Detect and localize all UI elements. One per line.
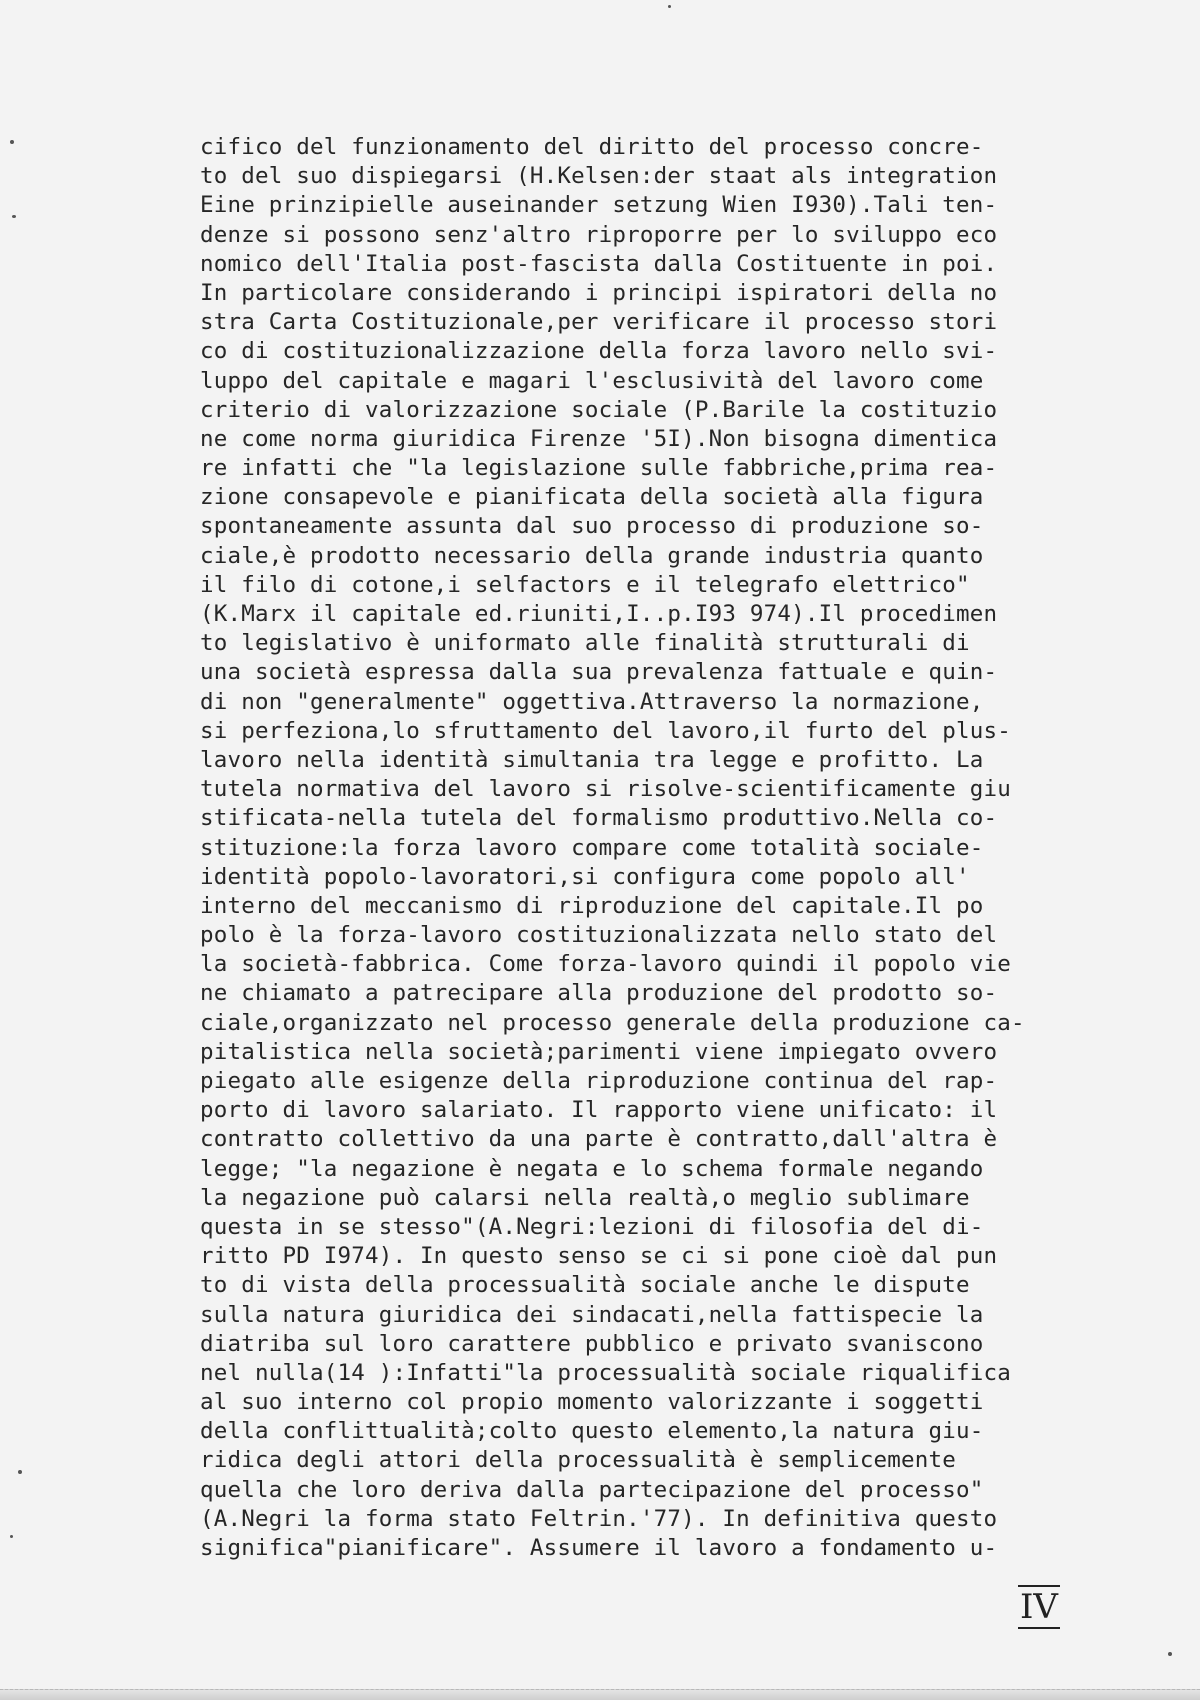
scan-speck: [18, 1470, 22, 1474]
text-line: In particolare considerando i principi ispiratori della no: [200, 279, 998, 306]
text-line: al suo interno col propio momento valorizzante i soggetti: [200, 1389, 984, 1416]
text-line: criterio di valorizzazione sociale (P.Barile la costituzio: [200, 396, 998, 423]
text-line: la società-fabbrica. Come forza-lavoro quindi il popolo vie: [200, 951, 1012, 978]
text-line: ritto PD I974). In questo senso se ci si pone cioè dal pun: [200, 1243, 998, 1270]
text-line: identità popolo-lavoratori,si configura come popolo all': [200, 863, 970, 890]
scan-speck: [10, 1535, 13, 1538]
text-line: polo è la forza-lavoro costituzionalizzata nello stato del: [200, 922, 998, 949]
text-line: tutela normativa del lavoro si risolve-scientificamente giu: [200, 776, 1012, 803]
text-line: quella che loro deriva dalla partecipazione del processo": [200, 1476, 984, 1503]
text-line: della conflittualità;colto questo elemento,la natura giu-: [200, 1418, 984, 1445]
text-line: to di vista della processualità sociale anche le dispute: [200, 1272, 970, 1299]
scan-speck: [1168, 1652, 1172, 1656]
text-line: piegato alle esigenze della riproduzione continua del rap-: [200, 1068, 998, 1094]
text-line: nel nulla(14 ):Infatti"la processualità sociale riqualifica: [200, 1359, 1012, 1386]
text-line: diatriba sul loro carattere pubblico e privato svaniscono: [200, 1330, 984, 1357]
text-line: il filo di cotone,i selfactors e il telegrafo elettrico": [200, 571, 970, 598]
text-line: to del suo dispiegarsi (H.Kelsen:der staat als integration: [200, 163, 998, 190]
text-line: zione consapevole e pianificata della società alla figura: [200, 484, 984, 511]
text-line: ne come norma giuridica Firenze '5I).Non bisogna dimentica: [200, 425, 998, 452]
text-line: to legislativo è uniformato alle finalità strutturali di: [200, 630, 970, 657]
text-line: ciale,organizzato nel processo generale della produzione ca-: [200, 1009, 1025, 1036]
text-line: si perfeziona,lo sfruttamento del lavoro,il furto del plus-: [200, 717, 1012, 744]
text-line: interno del meccanismo di riproduzione del capitale.Il po: [200, 892, 984, 919]
text-line: contratto collettivo da una parte è contratto,dall'altra è: [200, 1126, 998, 1153]
text-line: spontaneamente assunta dal suo processo di produzione so-: [200, 513, 984, 540]
text-line: sulla natura giuridica dei sindacati,nella fattispecie la: [200, 1301, 984, 1328]
text-line: ciale,è prodotto necessario della grande industria quanto: [200, 542, 984, 569]
text-line: cifico del funzionamento del diritto del processo concre-: [200, 134, 984, 160]
text-line: stra Carta Costituzionale,per verificare il processo stori: [200, 309, 998, 336]
text-line: di non "generalmente" oggettiva.Attraverso la normazione,: [200, 688, 984, 715]
text-line: nomico dell'Italia post-fascista dalla Costituente in poi.: [200, 250, 998, 277]
text-line: (K.Marx il capitale ed.riuniti,I..p.I93 974).Il procedimen: [200, 601, 998, 627]
text-line: una società espressa dalla sua prevalenza fattuale e quin-: [200, 659, 998, 686]
text-line: luppo del capitale e magari l'esclusività del lavoro come: [200, 367, 984, 394]
text-line: (A.Negri la forma stato Feltrin.'77). In definitiva questo: [200, 1505, 998, 1532]
text-line: co di costituzionalizzazione della forza lavoro nello svi-: [200, 338, 998, 365]
text-line: Eine prinzipielle auseinander setzung Wien I930).Tali ten-: [200, 192, 998, 219]
text-line: porto di lavoro salariato. Il rapporto viene unificato: il: [200, 1097, 998, 1124]
text-line: ne chiamato a patrecipare alla produzione del prodotto so-: [200, 980, 998, 1007]
text-line: lavoro nella identità simultania tra legge e profitto. La: [200, 746, 984, 773]
text-line: ridica degli attori della processualità è semplicemente: [200, 1447, 957, 1474]
text-line: stituzione:la forza lavoro compare come totalità sociale-: [200, 834, 984, 861]
text-line: legge; "la negazione è negata e lo schema formale negando: [200, 1155, 984, 1182]
text-line: re infatti che "la legislazione sulle fabbriche,prima rea-: [200, 455, 998, 482]
scan-speck: [12, 215, 16, 218]
scan-speck: [10, 140, 14, 144]
text-line: denze si possono senz'altro riproporre per lo sviluppo eco: [200, 221, 998, 248]
text-line: stificata-nella tutela del formalismo produttivo.Nella co-: [200, 805, 998, 832]
text-line: questa in se stesso"(A.Negri:lezioni di filosofia del di-: [200, 1213, 984, 1240]
text-line: significa"pianificare". Assumere il lavoro a fondamento u-: [200, 1535, 998, 1561]
text-line: la negazione può calarsi nella realtà,o meglio sublimare: [200, 1184, 970, 1211]
scan-bottom-edge: [0, 1689, 1200, 1700]
scan-speck: [668, 5, 671, 8]
document-body: [200, 133, 1130, 1563]
text-line: pitalistica nella società;parimenti viene impiegato ovvero: [200, 1038, 998, 1065]
page-number: IV: [1020, 1587, 1058, 1627]
